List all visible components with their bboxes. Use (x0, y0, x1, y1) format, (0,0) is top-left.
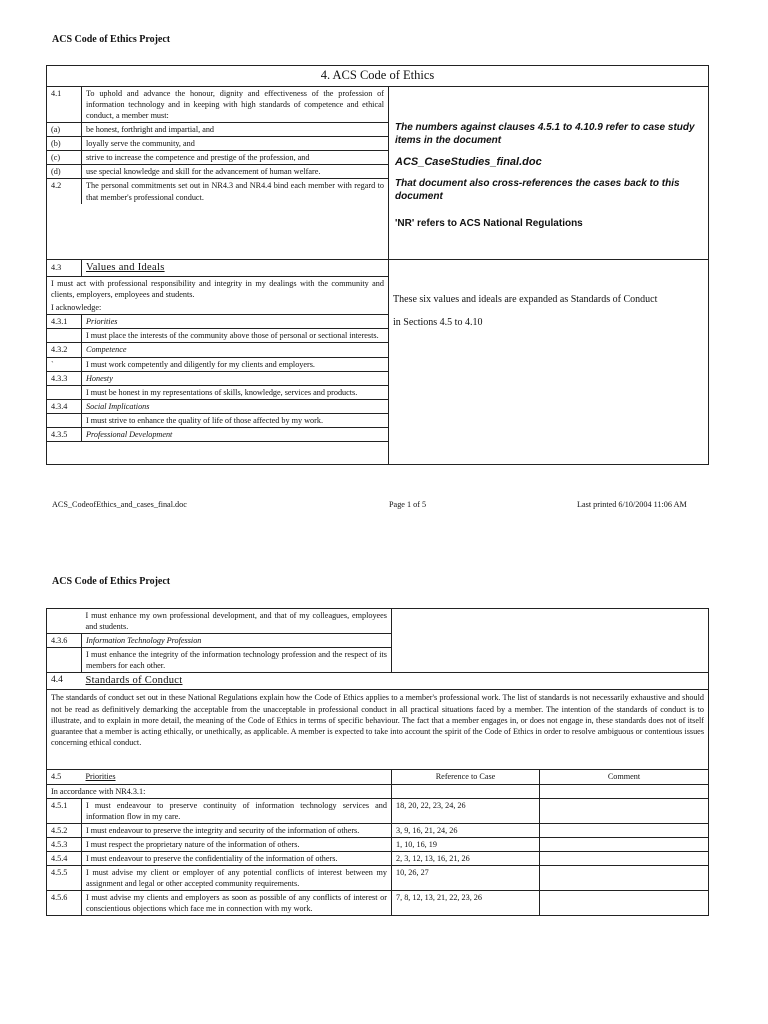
value-number-blank (47, 329, 82, 343)
code-of-ethics-table (46, 65, 709, 465)
value-title: Professional Development (82, 427, 389, 441)
clause-text: loyally serve the community, and (82, 137, 389, 151)
clause-text: use special knowledge and skill for the advancement of human welfare. (82, 165, 389, 179)
note-case-numbers: The numbers against clauses 4.5.1 to 4.10.9 refer to case study items in the document (395, 122, 695, 146)
standards-number: 4.4 (47, 673, 82, 690)
comment-cell (540, 784, 709, 798)
clause-number: 4.1 (47, 87, 82, 123)
priority-text: I must endeavour to preserve the integrity and security of the information of others. (82, 823, 392, 837)
clause-number: 4.2 (47, 179, 82, 204)
note-cross-reference: That document also cross-references the cases back to this document (395, 178, 680, 203)
value-number: 4.3.5 (47, 427, 82, 441)
expansion-line1: These six values and ideals are expanded as Standards of Conduct (393, 293, 658, 305)
values-intro (47, 277, 388, 315)
values-expansion-note (389, 259, 709, 464)
note-nr: 'NR' refers to ACS National Regulations (395, 218, 583, 230)
comment-cell (540, 851, 709, 865)
clause-number: (d) (47, 165, 82, 179)
clause-text: strive to increase the competence and prestige of the profession, and (82, 151, 389, 165)
blank-number (47, 648, 82, 673)
clause-text: To uphold and advance the honour, dignity and effectiveness of the profession of information technology and in keeping with high standards of competence and ethical conduct, a member must: (82, 87, 389, 123)
section-heading: 4. ACS Code of Ethics (47, 66, 709, 87)
priority-text: I must endeavour to preserve continuity of information technology services and information flow in my care. (82, 798, 392, 823)
value-text: I must enhance my own professional development, and that of my colleagues, employees and students. (82, 609, 392, 634)
priority-number: 4.5.1 (47, 798, 82, 823)
value-number: 4.3.4 (47, 399, 82, 413)
value-title: Social Implications (82, 399, 389, 413)
priority-number: 4.5.6 (47, 891, 82, 916)
reference-cell (392, 784, 540, 798)
case-reference: 1, 10, 16, 19 (392, 837, 540, 851)
value-number: ` (47, 357, 82, 371)
priority-number: 4.5.4 (47, 851, 82, 865)
priority-text: I must advise my client or employer of any potential conflicts of interest between my assignment and legal or other accepted community requirements. (82, 865, 392, 890)
clause-number: (b) (47, 137, 82, 151)
value-title: Competence (82, 343, 389, 357)
priorities-intro: In accordance with NR4.3.1: (47, 784, 392, 798)
project-title-page2: ACS Code of Ethics Project (52, 576, 171, 587)
case-reference: 3, 9, 16, 21, 24, 26 (392, 823, 540, 837)
comment-cell (540, 798, 709, 823)
acknowledge-text: I acknowledge: (51, 303, 102, 313)
priorities-number: 4.5 (47, 770, 82, 784)
priority-text: I must respect the proprietary nature of the information of others. (82, 837, 392, 851)
values-cell (47, 259, 389, 464)
case-reference-note (389, 87, 709, 260)
value-text: I must strive to enhance the quality of life of those affected by my work. (82, 413, 389, 427)
clause-text: The personal commitments set out in NR4.3 and NR4.4 bind each member with regard to that member's professional conduct. (86, 181, 384, 202)
footer-filename: ACS_CodeofEthics_and_cases_final.doc (52, 500, 187, 509)
values-number: 4.3 (47, 260, 82, 277)
clause-number: (c) (47, 151, 82, 165)
case-reference: 2, 3, 12, 13, 16, 21, 26 (392, 851, 540, 865)
footer-printed-date: Last printed 6/10/2004 11:06 AM (577, 500, 687, 509)
comment-cell (540, 891, 709, 916)
standards-text: The standards of conduct set out in these National Regulations explain how the Code of Ethics applies to a member's professional work. The list of standards is not necessarily exhaustive and should not be read as definitively demarking the acceptable from the unacceptable in professional conduct in all practical situations faced by a member. The intention of the standards of conduct is to illustrate, and to explain in more detail, the meaning of the Code of Ethics in terms of specific behaviour. The fact that a member engages in, or does not engage in, these standards does not of itself guarantee that a member is acting ethically, or unethically, as applicable. A member is expected to take into account the spirit of the Code of Ethics in order to resolve ambiguous or contentious issues concerning ethical conduct. (47, 690, 709, 770)
value-text: I must be honest in my representations of skills, knowledge, services and products. (82, 385, 389, 399)
priority-text: I must advise my clients and employers as soon as possible of any conflicts of interest or conscientious objections which face me in connection with my work. (82, 891, 392, 916)
value-number: 4.3.1 (47, 315, 82, 329)
case-reference: 7, 8, 12, 13, 21, 22, 23, 26 (392, 891, 540, 916)
project-title: ACS Code of Ethics Project (52, 34, 171, 45)
comment-column-header: Comment (540, 770, 709, 784)
value-text: I must enhance the integrity of the information technology profession and the respect of its members for each other. (82, 648, 392, 673)
priority-text: I must endeavour to preserve the confidentiality of the information of others. (82, 851, 392, 865)
case-reference: 10, 26, 27 (392, 865, 540, 890)
values-intro-text: I must act with professional responsibility and integrity in my dealings with the community and clients, employers, employees and students. (51, 279, 384, 300)
blank-right-cell (392, 609, 709, 673)
comment-cell (540, 837, 709, 851)
priorities-title: Priorities (82, 770, 392, 784)
standards-title: Standards of Conduct (82, 673, 709, 690)
values-title: Values and Ideals (82, 260, 389, 277)
value-number-blank (47, 385, 82, 399)
value-title: Information Technology Profession (82, 634, 392, 648)
reference-column-header: Reference to Case (392, 770, 540, 784)
footer-page-number: Page 1 of 5 (389, 500, 427, 509)
clause-number: (a) (47, 123, 82, 137)
clause-text: be honest, forthright and impartial, and (82, 123, 389, 137)
standards-table (46, 608, 709, 916)
value-title: Priorities (82, 315, 389, 329)
priority-number: 4.5.2 (47, 823, 82, 837)
value-number: 4.3.2 (47, 343, 82, 357)
clauses-cell (47, 87, 389, 260)
value-number: 4.3.6 (47, 634, 82, 648)
case-reference: 18, 20, 22, 23, 24, 26 (392, 798, 540, 823)
blank-number (47, 609, 82, 634)
expansion-line2: in Sections 4.5 to 4.10 (393, 316, 483, 328)
value-title: Honesty (82, 371, 389, 385)
value-text: I must place the interests of the community above those of personal or sectional interests. (82, 329, 389, 343)
comment-cell (540, 823, 709, 837)
priority-number: 4.5.5 (47, 865, 82, 890)
priority-number: 4.5.3 (47, 837, 82, 851)
note-doc-name: ACS_CaseStudies_final.doc (395, 156, 542, 168)
value-number-blank (47, 413, 82, 427)
comment-cell (540, 865, 709, 890)
value-number: 4.3.3 (47, 371, 82, 385)
value-text: I must work competently and diligently for my clients and employers. (82, 357, 389, 371)
